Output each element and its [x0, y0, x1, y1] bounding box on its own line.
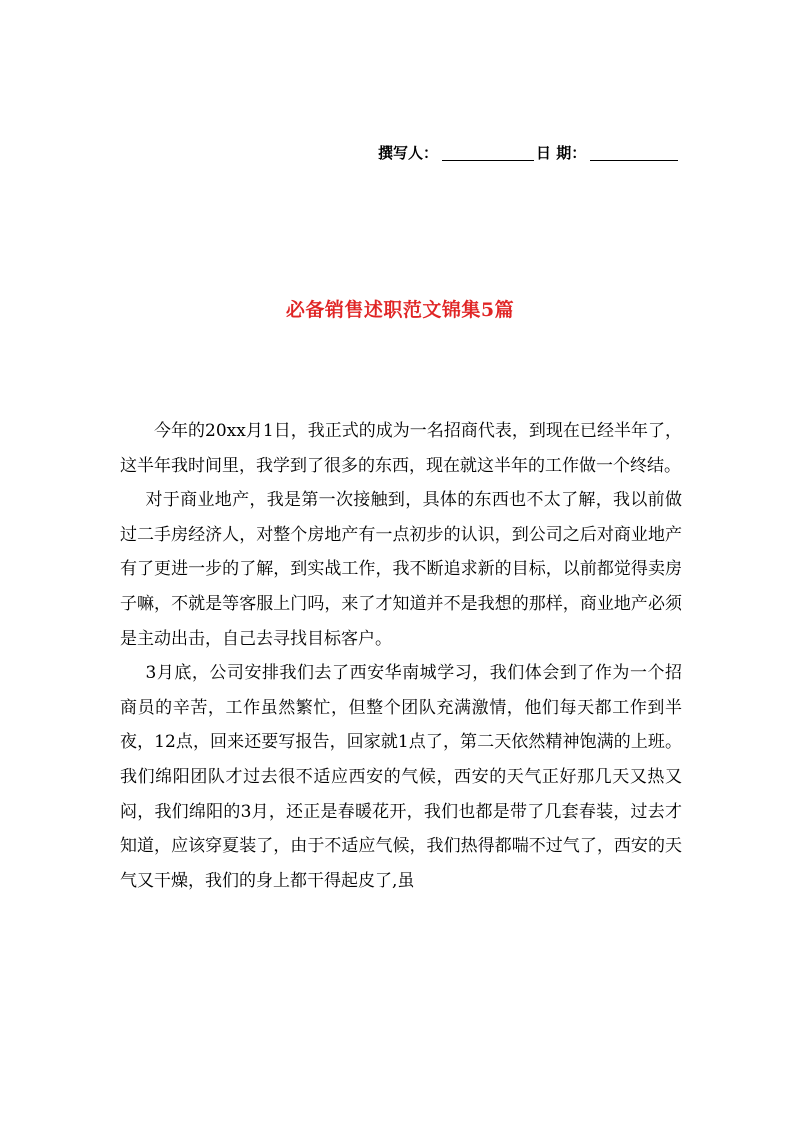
writer-blank-line [442, 143, 534, 161]
writer-label: 撰写人： [378, 144, 439, 162]
paragraph-3: 3月底，公司安排我们去了西安华南城学习，我们体会到了作为一个招商员的辛苦，工作虽然繁忙，但整个团队充满激情，他们每天都工作到半夜，12点，回来还要写报告，回家就1点了，第二天依然精神饱满的上班。我们绵阳团队才过去很不适应西安的气候，西安的天气正好那几天又热又闷，我们绵阳的3月，还正是春暖花开，我们也都是带了几套春装，过去才知道，应该穿夏装了，由于不适应气候，我们热得都喘不过气了，西安的天气又干燥，我们的身上都干得起皮了,虽 [120, 663, 682, 891]
date-label: 日 期： [536, 144, 587, 162]
date-blank-line [590, 143, 678, 161]
author-date-line [378, 139, 680, 163]
document-title: 必备销售述职范文锦集5篇 [285, 299, 515, 321]
paragraph-1: 今年的20xx月1日，我正式的成为一名招商代表，到现在已经半年了，这半年我时间里，我学到了很多的东西，现在就这半年的工作做一个终结。 [120, 421, 682, 476]
paragraph-2: 对于商业地产，我是第一次接触到，具体的东西也不太了解，我以前做过二手房经济人，对整个房地产有一点初步的认识，到公司之后对商业地产有了更进一步的了解，到实战工作，我不断追求新的目标，以前都觉得卖房子嘛，不就是等客服上门吗，来了才知道并不是我想的那样，商业地产必须是主动出击，自己去寻找目标客户。 [120, 490, 682, 649]
document-body [120, 414, 682, 898]
